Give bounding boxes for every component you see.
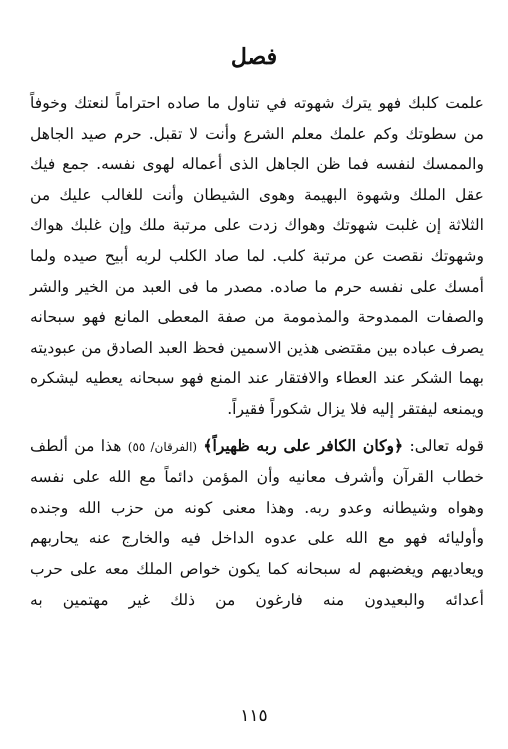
section-heading: فصل (230, 44, 278, 70)
paragraph-1: علمت كلبك فهو يترك شهوته في تناول ما صاده احتراماً لنعتك وخوفاً من سطوتك وكم علمك معلم الشرع وأنت لا تقبل. حرم صيد الجاهل والممسك لنفسه فما ظن الجاهل الذى أعماله لهوى نفسه. جمع فيك عقل الملك وشهوة البهيمة وهوى الشيطان وأنت للغالب عليك من الثلاثة إن غلبت شهوتك وهواك زدت على مرتبة ملك وإن غلبك هواك وشهوتك نقصت عن مرتبة كلب. لما صاد الكلب لربه أبيح صيده ولما أمسك على نفسه حرم ما صاده. مصدر ما فى العبد من الخير والشر والصفات الممدوحة والمذمومة من صفة المعطى المانع فهو سبحانه يصرف عباده بين مقتضى هذين الاسمين فحظ العبد الصادق من عبوديته بهما الشكر عند العطاء والافتقار عند المنع فهو سبحانه يعطيه ليشكره ويمنعه ليفتقر إليه فلا يزال شكوراً فقيراً. (30, 94, 484, 418)
verse-intro: قوله تعالى: (409, 436, 484, 455)
page-body (30, 88, 484, 615)
verse-reference: (الفرقان/ ٥٥) (127, 439, 198, 454)
quran-verse: ﴿وكان الكافر على ربه ظهيراً﴾ (203, 435, 404, 455)
paragraph-2 (30, 431, 484, 616)
paragraph-2-text: هذا من ألطف خطاب القرآن وأشرف معانيه وأن المؤمن دائماً مع الله على نفسه وهواه وشيطانه وعدو ربه. وهذا معنى كونه من حزب الله وجنده وأوليائه فهو مع الله على عدوه الداخل فيه والخارج عنه يحاربهم ويعاديهم ويغضبهم له سبحانه كما يكون خواص الملك معه على حرب أعدائه والبعيدون منه فارغون من ذلك غير مهتمين به (30, 436, 484, 609)
page-number: ١١٥ (240, 706, 268, 726)
